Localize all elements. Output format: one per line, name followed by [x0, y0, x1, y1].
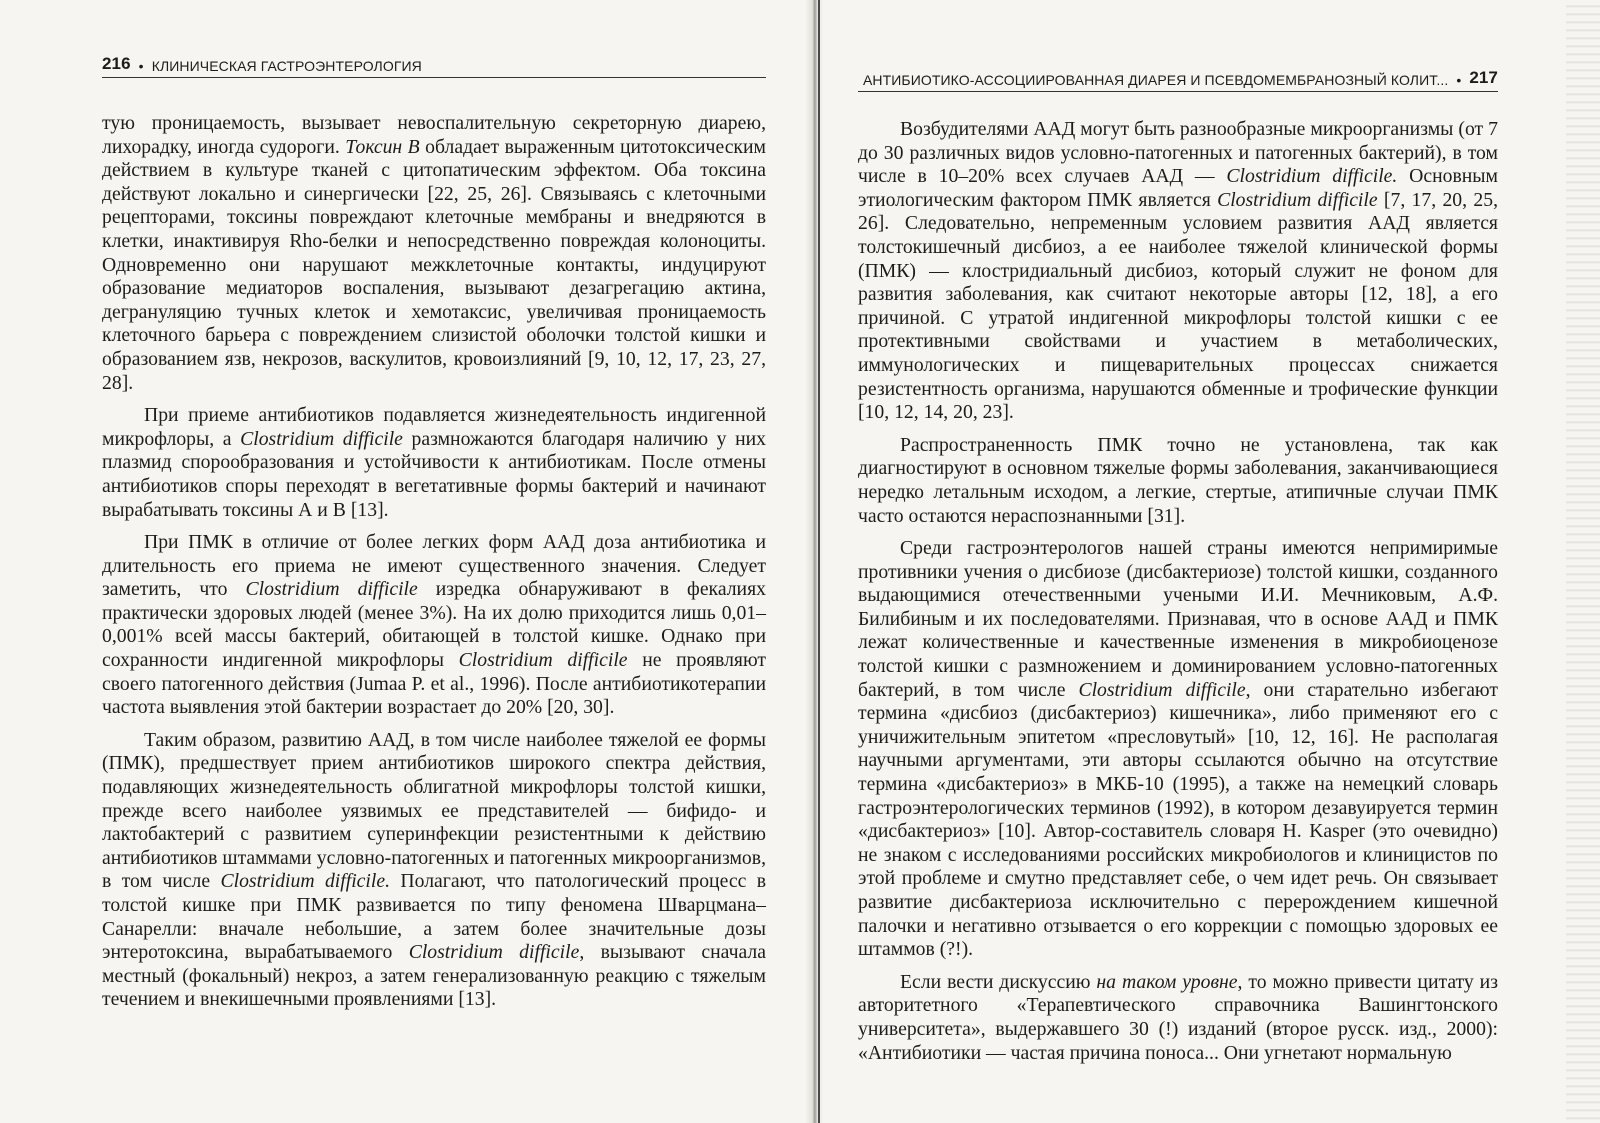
text-run: Основным этиологическим фактором ПМК является: [858, 165, 1498, 211]
text-run: При приеме антибиотиков подавляется жизнедеятельность индигенной микрофлоры, а: [102, 404, 766, 450]
left-running-head: [102, 54, 766, 78]
italic-text: Clostridium difficile: [1078, 678, 1246, 701]
italic-text: на таком уровне: [1096, 970, 1238, 993]
text-run: , вызывают сначала местный (фокальный) некроз, а затем генерализованную реакцию с тяжелым течением и внекишечными проявлениями [13].: [102, 941, 766, 1011]
gutter-line: [818, 0, 820, 1123]
paragraph: [858, 537, 1498, 962]
text-run: При ПМК в отличие от более легких форм ААД доза антибиотика и длительность его приема не имеют существенного значения. Следует заметить, что: [102, 531, 766, 601]
italic-text: Clostridium difficile: [240, 427, 403, 450]
text-run: Если вести дискуссию: [900, 970, 1097, 993]
left-page-number: 216: [102, 54, 131, 73]
italic-text: Clostridium difficile: [408, 941, 580, 964]
italic-text: Clostridium difficile: [245, 578, 418, 601]
paragraph: [858, 971, 1498, 1065]
paragraph: [102, 112, 766, 395]
text-run: Среди гастроэнтерологов нашей страны имеются непримиримые противники учения о дисбиозе (дисбактериозе) толстой кишки, созданного выдающимися отечественными учеными И.И. Мечниковым, А.Ф. Билибиным и их последователями. Признавая, что в основе ААД и ПМК лежат количественные и качественные изменения в микробиоценозе толстой кишки с размножением и доминированием условно-патогенных бактерий, в том числе: [858, 537, 1498, 701]
book-gutter: [805, 0, 823, 1123]
paragraph: [858, 434, 1498, 528]
right-page-number: 217: [1469, 68, 1498, 87]
text-run: Возбудителями ААД могут быть разнообразные микроорганизмы (от 7 до 30 различных видов условно-патогенных и патогенных бактерий), в том числе в 10–20% всех случаев ААД —: [858, 118, 1498, 188]
left-body-text: [102, 112, 766, 1012]
text-run: Полагают, что патологический процесс в толстой кишке при ПМК развивается по типу феномена Шварцмана–Санарелли: вначале небольшие, а затем более значительные дозы энтеротоксина, вырабатываемого: [102, 870, 766, 964]
italic-text: Токсин В: [345, 135, 420, 158]
left-running-title: КЛИНИЧЕСКАЯ ГАСТРОЭНТЕРОЛОГИЯ: [151, 58, 422, 74]
bullet-separator: •: [1456, 72, 1462, 88]
italic-text: Clostridium difficile: [458, 649, 628, 672]
text-run: , то можно привести цитату из авторитетного «Терапевтического справочника Вашингтонского университета», выдержавшего 30 (!) изданий (второе русск. изд., 2000): «Антибиотики — частая причина поноса... Они угнетают нормальную: [858, 970, 1498, 1064]
italic-text: Clostridium difficile.: [1226, 165, 1398, 188]
page-edges: [1566, 0, 1600, 1123]
italic-text: Clostridium difficile: [1217, 188, 1378, 211]
text-run: изредка обнаруживают в фекалиях практически здоровых людей (менее 3%). На их долю приходится лишь 0,01–0,001% всей массы бактерий, обитающей в толстой кишке. Однако при сохранности индигенной микрофлоры: [102, 578, 766, 672]
right-running-title: АНТИБИОТИКО-АССОЦИИРОВАННАЯ ДИАРЕЯ И ПСЕВДОМЕМБРАНОЗНЫЙ КОЛИТ...: [862, 72, 1449, 88]
text-run: не проявляют своего патогенного действия (Jumaa P. et al., 1996). После антибиотикотерапии частота выявления этой бактерии возрастает до 20% [20, 30].: [102, 649, 767, 719]
text-run: [7, 17, 20, 25, 26]. Следовательно, непременным условием развития ААД является толстокишечный дисбиоз, а ее наиболее тяжелой клинической формы (ПМК) — клостридиальный дисбиоз, который служит не фоном для развития заболевания, как считают некоторые авторы [12, 18], а его причиной. С утратой индигенной микрофлоры толстой кишки с ее протективными свойствами и участием в метаболических, иммунологических и пищеварительных процессах снижается резистентность организма, нарушаются обменные и трофические функции [10, 12, 14, 20, 23].: [858, 188, 1498, 424]
text-run: , они старательно избегают термина «дисбиоз (дисбактериоз) кишечника», либо применяют его с уничижительным эпитетом «пресловутый» [10, 12, 16]. Не располагая научными аргументами, эти авторы ссылаются обычно на отсутствие термина «дисбактериоз» в МКБ-10 (1995), а также на немецкий словарь гастроэнтерологических терминов (1992), в котором дезавуируется термин «дисбактериоз» [10]. Автор-составитель словаря H. Kasper (это очевидно) не знаком с исследованиями российских микробиологов и клиницистов по этой проблеме и смутно представляет себе, о чем идет речь. Он связывает развитие дисбактериоза исключительно с перерождением кишечной палочки и негативно отзывается о его коррекции с помощью здоровых ее штаммов (?!).: [858, 678, 1498, 961]
text-run: размножаются благодаря наличию у них плазмид спорообразования и устойчивости к антибиотикам. После отмены антибиотиков споры переходят в вегетативные формы бактерий и начинают вырабатывать токсины А и В [13].: [102, 427, 766, 521]
bullet-separator: •: [138, 58, 144, 74]
paragraph: [102, 404, 766, 522]
right-body-text: [858, 118, 1498, 1065]
paragraph: [858, 118, 1498, 425]
right-running-head: [858, 68, 1498, 92]
text-run: Таким образом, развитию ААД, в том числе наиболее тяжелой ее формы (ПМК), предшествует прием антибиотиков широкого спектра действия, подавляющих жизнедеятельность облигатной микрофлоры толстой кишки, прежде всего наиболее уязвимых ее представителей — бифидо- и лактобактерий с развитием суперинфекции резистентными к действию антибиотиков штаммами условно-патогенных и патогенных микроорганизмов, в том числе: [102, 728, 766, 893]
paragraph: [102, 531, 766, 720]
text-run: тую проницаемость, вызывает невоспалительную секреторную диарею, лихорадку, иногда судороги.: [102, 112, 766, 158]
text-run: Распространенность ПМК точно не установлена, так как диагностируют в основном тяжелые формы заболевания, заканчивающиеся нередко летальным исходом, а легкие, стертые, атипичные случаи ПМК часто остаются нераспознанными [31].: [858, 433, 1498, 527]
italic-text: Clostridium difficile.: [220, 870, 391, 893]
paragraph: [102, 729, 766, 1012]
text-run: обладает выраженным цитотоксическим действием в культуре тканей с цитопатическим эффектом. Оба токсина действуют локально и синергически [22, 25, 26]. Связываясь с клеточными рецепторами, токсины повреждают клеточные мембраны и внедряются в клетки, инактивируя Rho-белки и непосредственно повреждая колоноциты. Одновременно они нарушают межклеточные контакты, индуцируют образование медиаторов воспаления, вызывают дезагрегацию актина, дегрануляцию тучных клеток и хемотаксис, увеличивая проницаемость клеточного барьера с повреждением слизистой оболочки толстой кишки и образованием язв, некрозов, васкулитов, кровоизлияний [9, 10, 12, 17, 23, 27, 28].: [102, 135, 766, 394]
